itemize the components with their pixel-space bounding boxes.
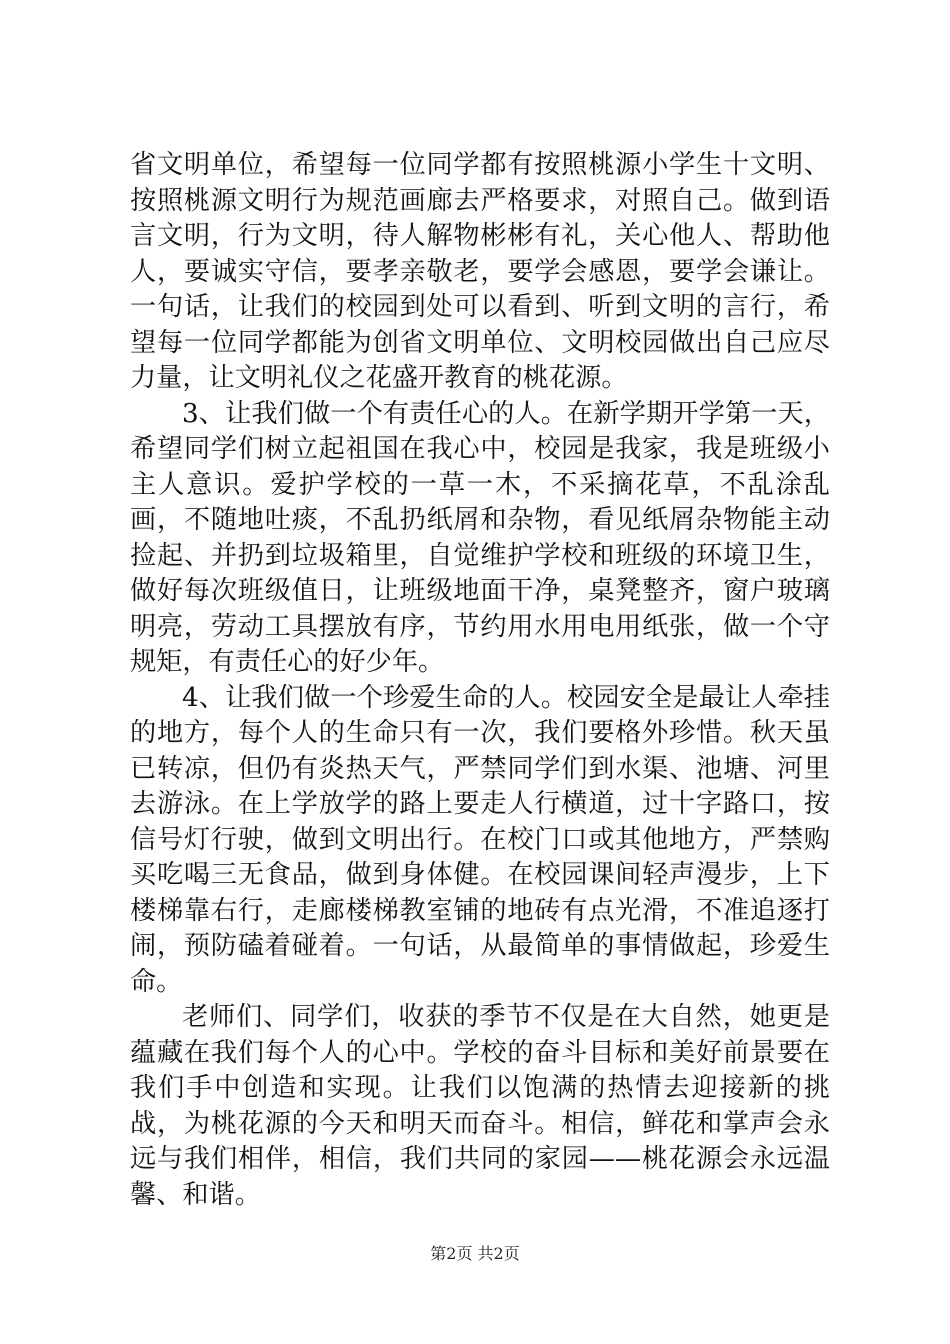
document-body bbox=[130, 148, 830, 1213]
page-footer: 第2页 共2页 bbox=[430, 1244, 520, 1263]
paragraph-item-4: 4、让我们做一个珍爱生命的人。校园安全是最让人牵挂的地方，每个人的生命只有一次，我们要格外珍惜。秋天虽已转凉，但仍有炎热天气，严禁同学们到水渠、池塘、河里去游泳。在上学放学的路上要走人行横道，过十字路口，按信号灯行驶，做到文明出行。在校门口或其他地方，严禁购买吃喝三无食品，做到身体健。在校园课间轻声漫步，上下楼梯靠右行，走廊楼梯教室铺的地砖有点光滑，不准追逐打闹，预防磕着碰着。一句话，从最简单的事情做起，珍爱生命。 bbox=[130, 682, 830, 997]
paragraph-continuation: 省文明单位，希望每一位同学都有按照桃源小学生十文明、按照桃源文明行为规范画廊去严格要求，对照自己。做到语言文明，行为文明，待人解物彬彬有礼，关心他人、帮助他人，要诚实守信，要孝亲敬老，要学会感恩，要学会谦让。一句话，让我们的校园到处可以看到、听到文明的言行，希望每一位同学都能为创省文明单位、文明校园做出自己应尽力量，让文明礼仪之花盛开教育的桃花源。 bbox=[130, 150, 830, 393]
paragraph-item-3: 3、让我们做一个有责任心的人。在新学期开学第一天，希望同学们树立起祖国在我心中，校园是我家，我是班级小主人意识。爱护学校的一草一木，不采摘花草，不乱涂乱画，不随地吐痰，不乱扔纸屑和杂物，看见纸屑杂物能主动捡起、并扔到垃圾箱里，自觉维护学校和班级的环境卫生，做好每次班级值日，让班级地面干净，桌凳整齐，窗户玻璃明亮，劳动工具摆放有序，节约用水用电用纸张，做一个守规矩，有责任心的好少年。 bbox=[130, 398, 830, 677]
paragraph-closing: 老师们、同学们，收获的季节不仅是在大自然，她更是蕴藏在我们每个人的心中。学校的奋斗目标和美好前景要在我们手中创造和实现。让我们以饱满的热情去迎接新的挑战，为桃花源的今天和明天而奋斗。相信，鲜花和掌声会永远与我们相伴，相信，我们共同的家园——桃花源会永远温馨、和谐。 bbox=[130, 1002, 830, 1210]
